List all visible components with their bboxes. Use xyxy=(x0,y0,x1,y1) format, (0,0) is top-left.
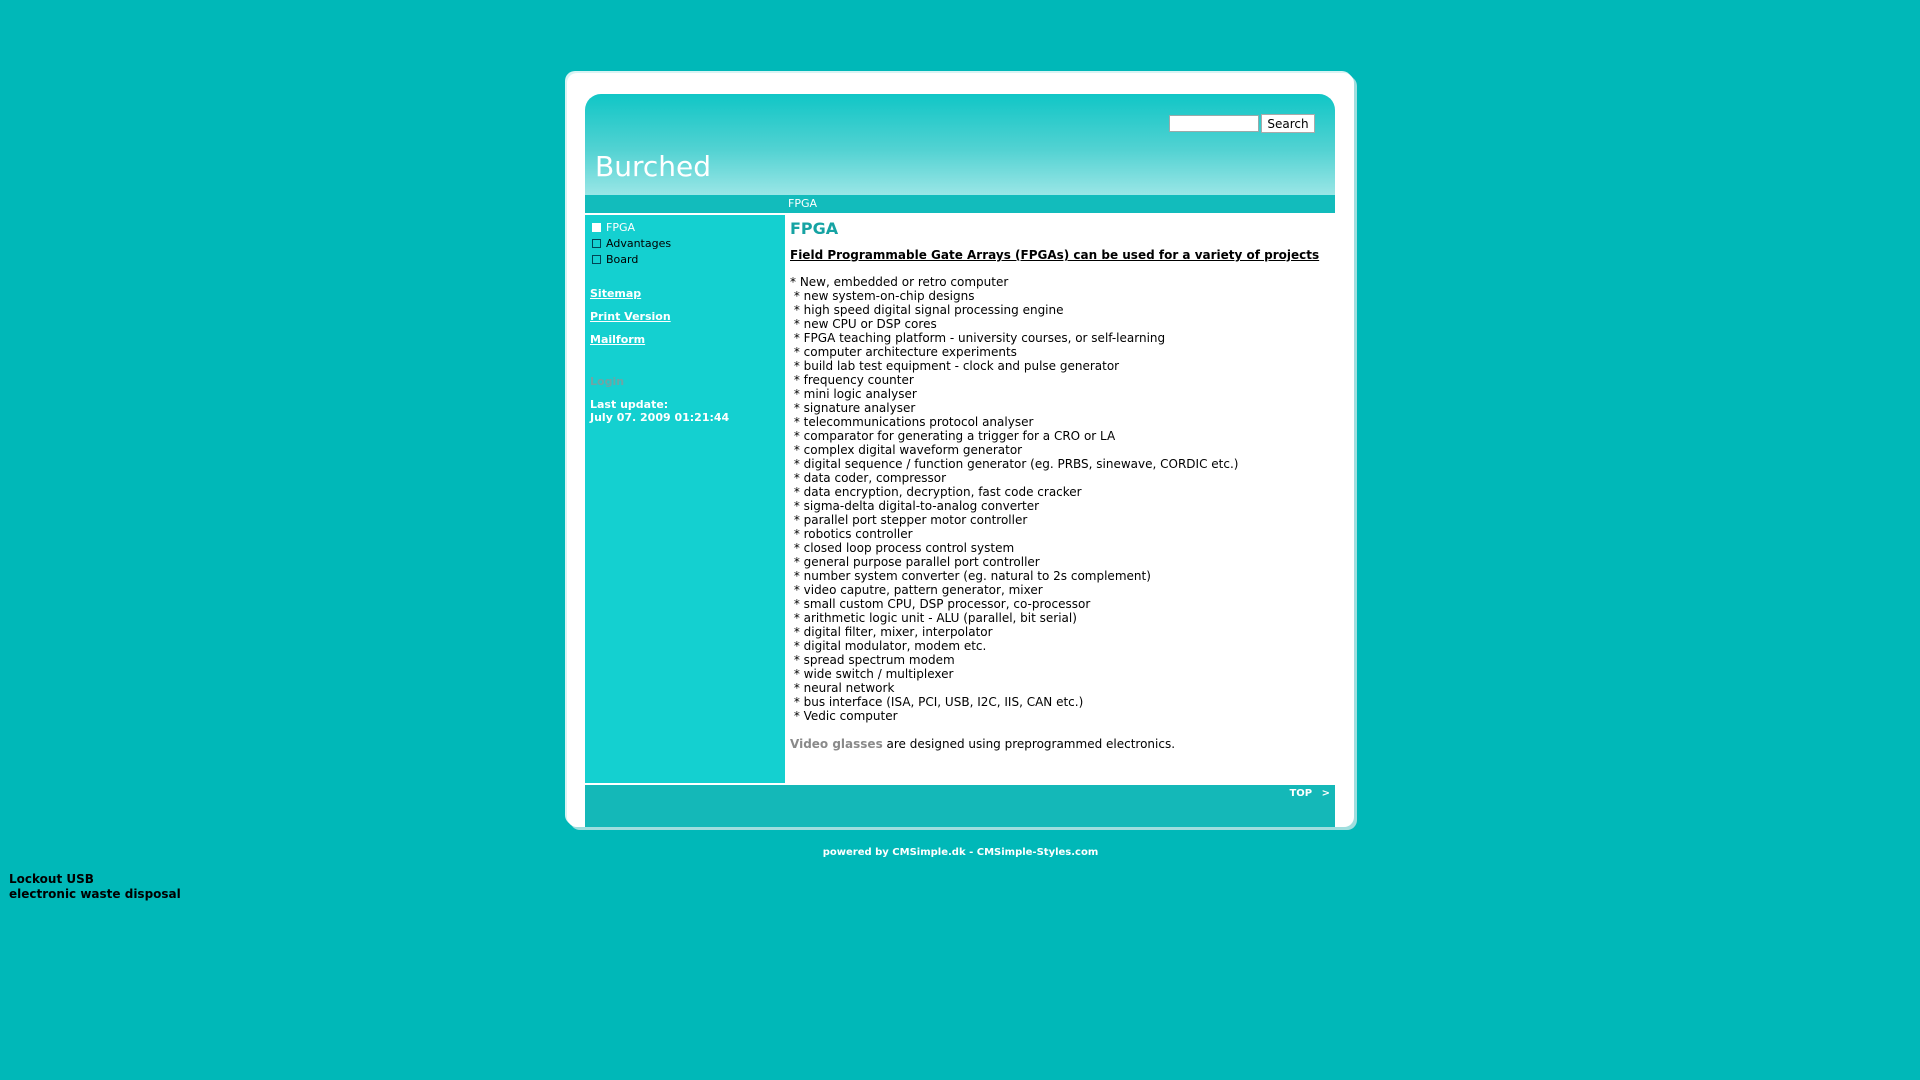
last-update-label: Last update: xyxy=(590,398,669,411)
list-item: * comparator for generating a trigger for a CRO or LA xyxy=(790,429,1116,443)
list-item: * new CPU or DSP cores xyxy=(790,317,937,331)
list-item: * signature analyser xyxy=(790,401,916,415)
sidebar-item-advantages[interactable] xyxy=(592,237,671,250)
header xyxy=(585,94,1335,195)
list-item: * data coder, compressor xyxy=(790,471,947,485)
list-item: * data encryption, decryption, fast code cracker xyxy=(790,485,1082,499)
list-item: * sigma-delta digital-to-analog converter xyxy=(790,499,1040,513)
list-item: * closed loop process control system xyxy=(790,541,1015,555)
list-item: * mini logic analyser xyxy=(790,387,917,401)
list-item: * digital modulator, modem etc. xyxy=(790,639,987,653)
list-item: * arithmetic logic unit - ALU (parallel, bit serial) xyxy=(790,611,1077,625)
list-item: * computer architecture experiments xyxy=(790,345,1017,359)
top-link[interactable]: TOP > xyxy=(1289,788,1330,799)
list-item: * wide switch / multiplexer xyxy=(790,667,954,681)
list-item: * telecommunications protocol analyser xyxy=(790,415,1034,429)
site-title: Burched xyxy=(595,150,711,183)
electronic-waste-link[interactable]: electronic waste disposal xyxy=(9,887,181,901)
list-item: * bus interface (ISA, PCI, USB, I2C, IIS, CAN etc.) xyxy=(790,695,1084,709)
breadcrumb: FPGA xyxy=(788,197,818,210)
list-item: * general purpose parallel port controller xyxy=(790,555,1040,569)
breadcrumb-bar xyxy=(585,195,1335,213)
list-item: * digital sequence / function generator (eg. PRBS, sinewave, CORDIC etc.) xyxy=(790,457,1239,471)
search-button[interactable]: Search xyxy=(1261,114,1315,133)
sidebar xyxy=(585,215,785,783)
list-item: * new system-on-chip designs xyxy=(790,289,975,303)
powered-by[interactable]: powered by CMSimple.dk - CMSimple-Styles.com xyxy=(822,847,1099,858)
last-update-value: July 07. 2009 01:21:44 xyxy=(590,411,730,424)
bullet-square-icon xyxy=(592,255,601,264)
list-item: * Vedic computer xyxy=(790,709,898,723)
bullet-square-icon xyxy=(592,239,601,248)
list-item: * number system converter (eg. natural to 2s complement) xyxy=(790,569,1151,583)
login-link[interactable]: Login xyxy=(590,375,625,388)
sidebar-item-label: FPGA xyxy=(606,221,636,234)
list-item: * video caputre, pattern generator, mixer xyxy=(790,583,1043,597)
list-item: * neural network xyxy=(790,681,895,695)
bullet-square-icon xyxy=(592,223,601,232)
closing-text: are designed using preprogrammed electronics. xyxy=(882,737,1176,751)
list-item: * high speed digital signal processing engine xyxy=(790,303,1064,317)
sidebar-item-board[interactable] xyxy=(592,253,638,266)
intro-heading: Field Programmable Gate Arrays (FPGAs) can be used for a variety of projects xyxy=(790,248,1320,262)
list-item: * build lab test equipment - clock and pulse generator xyxy=(790,359,1120,373)
list-item: * parallel port stepper motor controller xyxy=(790,513,1028,527)
sidebar-item-label: Board xyxy=(606,253,639,266)
page-title: FPGA xyxy=(790,219,839,238)
sidebar-item-label: Advantages xyxy=(606,237,672,250)
sitemap-link[interactable]: Sitemap xyxy=(590,287,642,300)
lockout-usb-link[interactable]: Lockout USB xyxy=(9,872,94,886)
list-item: * New, embedded or retro computer xyxy=(790,275,1009,289)
search-input[interactable] xyxy=(1169,115,1259,132)
footer-bar xyxy=(585,785,1335,827)
list-item: * FPGA teaching platform - university courses, or self-learning xyxy=(790,331,1166,345)
list-item: * complex digital waveform generator xyxy=(790,443,1023,457)
list-item: * digital filter, mixer, interpolator xyxy=(790,625,993,639)
list-item: * spread spectrum modem xyxy=(790,653,955,667)
sidebar-item-fpga[interactable] xyxy=(592,221,635,234)
project-list xyxy=(790,275,1238,723)
video-glasses-link[interactable]: Video glasses xyxy=(790,737,883,751)
list-item: * robotics controller xyxy=(790,527,913,541)
main-content xyxy=(785,215,1335,783)
list-item: * small custom CPU, DSP processor, co-processor xyxy=(790,597,1091,611)
mailform-link[interactable]: Mailform xyxy=(590,333,646,346)
print-version-link[interactable]: Print Version xyxy=(590,310,671,323)
closing-paragraph xyxy=(790,737,1175,751)
list-item: * frequency counter xyxy=(790,373,914,387)
